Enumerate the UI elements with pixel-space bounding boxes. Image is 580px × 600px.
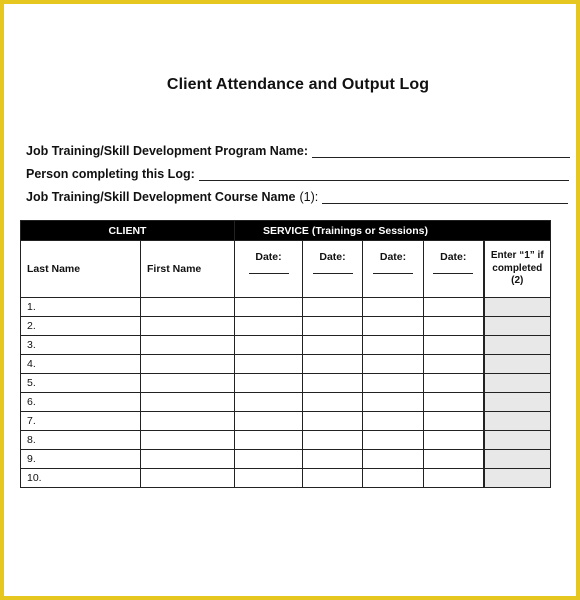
document-title: Client Attendance and Output Log	[166, 76, 430, 93]
last-name-cell[interactable]: 4.	[21, 355, 141, 374]
date-header-2-label: Date:	[319, 251, 346, 263]
course-name-blank[interactable]	[322, 189, 568, 204]
date-cell-2[interactable]	[303, 431, 363, 450]
person-completing-field	[26, 166, 569, 181]
date-cell-4[interactable]	[424, 336, 484, 355]
date-cell-1[interactable]	[235, 336, 303, 355]
date-cell-1[interactable]	[235, 412, 303, 431]
date-cell-1[interactable]	[235, 393, 303, 412]
completed-cell[interactable]	[484, 469, 551, 488]
date-blank-2[interactable]	[313, 273, 353, 274]
attendance-table	[20, 220, 551, 488]
date-cell-3[interactable]	[363, 431, 424, 450]
first-name-cell[interactable]	[141, 317, 235, 336]
date-cell-2[interactable]	[303, 317, 363, 336]
completed-cell[interactable]	[484, 355, 551, 374]
person-completing-label: Person completing this Log:	[26, 167, 195, 181]
last-name-cell[interactable]: 9.	[21, 450, 141, 469]
date-cell-3[interactable]	[363, 469, 424, 488]
date-cell-4[interactable]	[424, 298, 484, 317]
date-cell-4[interactable]	[424, 469, 484, 488]
date-cell-3[interactable]	[363, 355, 424, 374]
last-name-cell[interactable]: 1.	[21, 298, 141, 317]
person-completing-blank[interactable]	[199, 166, 569, 181]
date-cell-4[interactable]	[424, 317, 484, 336]
date-cell-3[interactable]	[363, 450, 424, 469]
completed-cell[interactable]	[484, 336, 551, 355]
first-name-cell[interactable]	[141, 431, 235, 450]
last-name-cell[interactable]: 3.	[21, 336, 141, 355]
column-header-row	[21, 241, 551, 298]
first-name-cell[interactable]	[141, 298, 235, 317]
course-name-suffix: (1):	[299, 190, 319, 204]
completed-header	[484, 241, 551, 298]
date-cell-1[interactable]	[235, 317, 303, 336]
date-cell-2[interactable]	[303, 450, 363, 469]
date-cell-3[interactable]	[363, 336, 424, 355]
date-blank-3[interactable]	[373, 273, 413, 274]
date-cell-2[interactable]	[303, 469, 363, 488]
date-cell-3[interactable]	[363, 412, 424, 431]
date-cell-3[interactable]	[363, 374, 424, 393]
date-cell-2[interactable]	[303, 336, 363, 355]
date-cell-3[interactable]	[363, 298, 424, 317]
course-name-label: Job Training/Skill Development Course Name	[26, 190, 296, 204]
date-cell-2[interactable]	[303, 355, 363, 374]
program-name-label: Job Training/Skill Development Program Name:	[26, 144, 309, 158]
date-header-2	[303, 241, 363, 298]
date-cell-3[interactable]	[363, 393, 424, 412]
table-row	[21, 393, 551, 412]
date-header-4	[424, 241, 484, 298]
course-name-field	[26, 189, 568, 204]
date-header-3	[363, 241, 424, 298]
last-name-cell[interactable]: 8.	[21, 431, 141, 450]
service-group-header: SERVICE (Trainings or Sessions)	[235, 221, 551, 241]
group-header-row	[21, 221, 551, 241]
date-cell-4[interactable]	[424, 393, 484, 412]
first-name-cell[interactable]	[141, 355, 235, 374]
date-cell-1[interactable]	[235, 469, 303, 488]
date-cell-2[interactable]	[303, 374, 363, 393]
date-blank-1[interactable]	[249, 273, 289, 274]
date-header-3-label: Date:	[379, 251, 407, 263]
table-row	[21, 450, 551, 469]
first-name-cell[interactable]	[141, 412, 235, 431]
date-cell-2[interactable]	[303, 412, 363, 431]
completed-cell[interactable]	[484, 431, 551, 450]
completed-header-line-1: Enter “1” if	[490, 250, 544, 262]
date-cell-1[interactable]	[235, 431, 303, 450]
program-name-field	[26, 143, 570, 158]
last-name-cell[interactable]: 2.	[21, 317, 141, 336]
table-row	[21, 355, 551, 374]
first-name-cell[interactable]	[141, 450, 235, 469]
date-cell-1[interactable]	[235, 355, 303, 374]
date-header-1-label: Date:	[255, 251, 282, 263]
date-cell-1[interactable]	[235, 450, 303, 469]
last-name-cell[interactable]: 10.	[21, 469, 141, 488]
last-name-cell[interactable]: 7.	[21, 412, 141, 431]
completed-header-line-3: (2)	[511, 275, 524, 287]
completed-cell[interactable]	[484, 450, 551, 469]
last-name-cell[interactable]: 5.	[21, 374, 141, 393]
last-name-header: Last Name	[21, 241, 141, 298]
date-cell-4[interactable]	[424, 431, 484, 450]
completed-header-line-2: completed	[492, 262, 543, 274]
date-header-1	[235, 241, 303, 298]
date-cell-1[interactable]	[235, 374, 303, 393]
date-cell-1[interactable]	[235, 298, 303, 317]
completed-cell[interactable]	[484, 393, 551, 412]
date-cell-2[interactable]	[303, 298, 363, 317]
date-header-4-label: Date:	[440, 251, 467, 263]
table-row	[21, 336, 551, 355]
completed-cell[interactable]	[484, 298, 551, 317]
date-cell-4[interactable]	[424, 412, 484, 431]
table-row	[21, 317, 551, 336]
first-name-cell[interactable]	[141, 336, 235, 355]
table-body	[21, 298, 551, 488]
date-cell-4[interactable]	[424, 450, 484, 469]
date-cell-3[interactable]	[363, 317, 424, 336]
table-row	[21, 431, 551, 450]
first-name-cell[interactable]	[141, 393, 235, 412]
table-row	[21, 374, 551, 393]
first-name-cell[interactable]	[141, 374, 235, 393]
last-name-cell[interactable]: 6.	[21, 393, 141, 412]
table-row	[21, 412, 551, 431]
date-cell-4[interactable]	[424, 374, 484, 393]
date-cell-2[interactable]	[303, 393, 363, 412]
client-group-header: CLIENT	[21, 221, 235, 241]
completed-cell[interactable]	[484, 412, 551, 431]
completed-cell[interactable]	[484, 374, 551, 393]
date-blank-4[interactable]	[433, 273, 473, 274]
table-row	[21, 298, 551, 317]
date-cell-4[interactable]	[424, 355, 484, 374]
table-row	[21, 469, 551, 488]
first-name-cell[interactable]	[141, 469, 235, 488]
completed-cell[interactable]	[484, 317, 551, 336]
program-name-blank[interactable]	[312, 143, 570, 158]
first-name-header: First Name	[141, 241, 235, 298]
